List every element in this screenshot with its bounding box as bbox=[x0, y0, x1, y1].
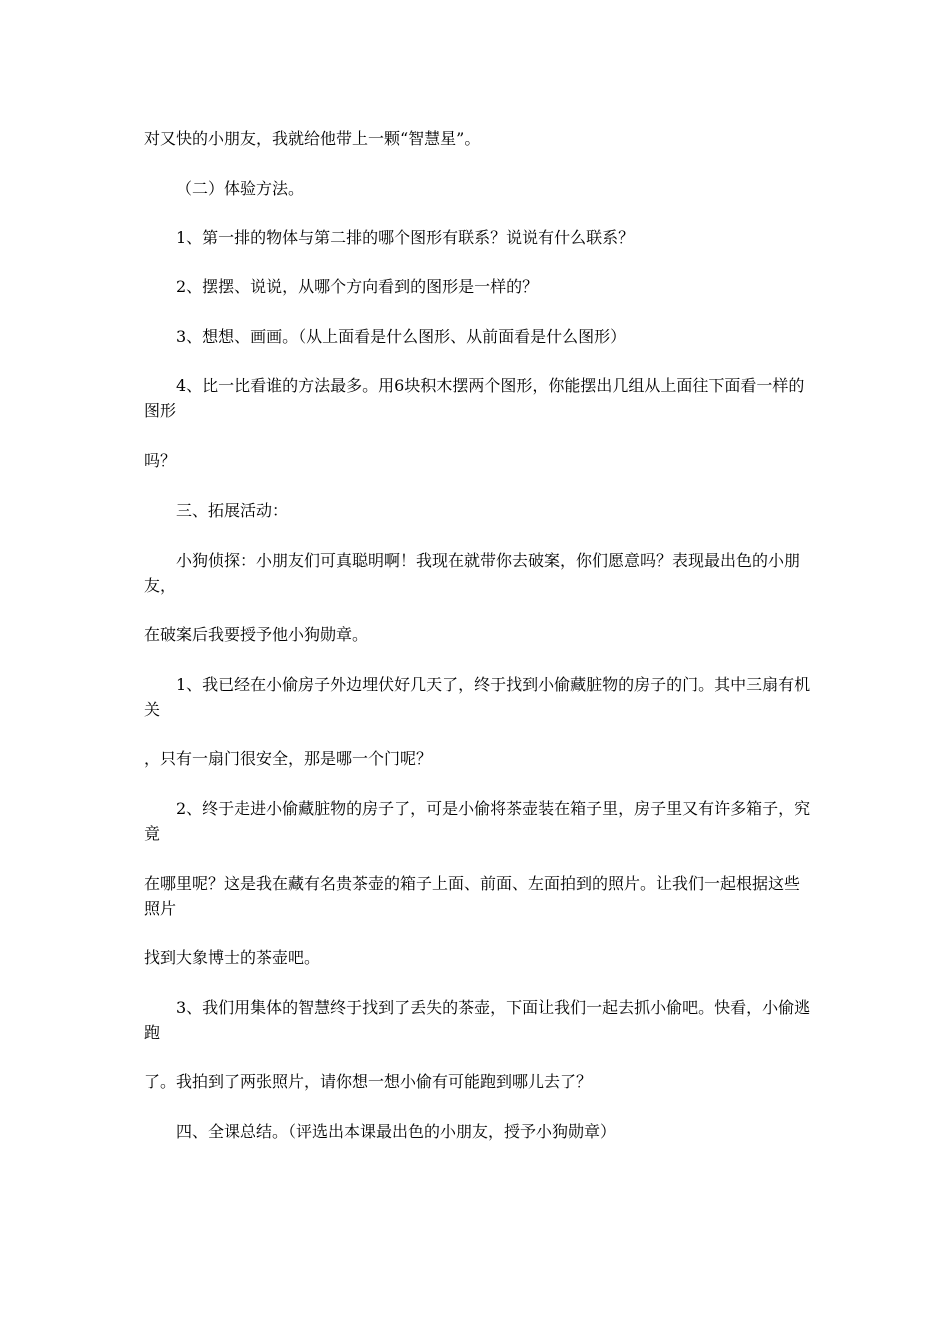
paragraph-13: 2、终于走进小偷藏脏物的房子了，可是小偷将茶壶装在箱子里，房子里又有许多箱子，究竟 bbox=[144, 799, 811, 843]
paragraph-16: 3、我们用集体的智慧终于找到了丢失的茶壶，下面让我们一起去抓小偷吧。快看，小偷逃跑 bbox=[144, 998, 811, 1042]
paragraph-11: 1、我已经在小偷房子外边埋伏好几天了，终于找到小偷藏脏物的房子的门。其中三扇有机关 bbox=[144, 675, 811, 719]
paragraph-3: 1、第一排的物体与第二排的哪个图形有联系？说说有什么联系？ bbox=[176, 228, 635, 247]
paragraph-9: 小狗侦探：小朋友们可真聪明啊！我现在就带你去破案，你们愿意吗？表现最出色的小朋友， bbox=[144, 551, 801, 595]
paragraph-7: 吗？ bbox=[144, 451, 177, 470]
paragraph-15: 找到大象博士的茶壶吧。 bbox=[144, 948, 321, 967]
paragraph-1: 对又快的小朋友，我就给他带上一颗“智慧星”。 bbox=[144, 129, 481, 148]
paragraph-12: ，只有一扇门很安全，那是哪一个门呢？ bbox=[144, 749, 433, 768]
paragraph-5: 3、想想、画画。（从上面看是什么图形、从前面看是什么图形） bbox=[176, 327, 627, 346]
paragraph-6: 4、比一比看谁的方法最多。用6块积木摆两个图形，你能摆出几组从上面往下面看一样的图形 bbox=[144, 376, 805, 420]
paragraph-14: 在哪里呢？这是我在藏有名贵茶壶的箱子上面、前面、左面拍到的照片。让我们一起根据这些照片 bbox=[144, 874, 801, 918]
paragraph-4: 2、摆摆、说说，从哪个方向看到的图形是一样的？ bbox=[176, 277, 539, 296]
paragraph-18: 四、全课总结。（评选出本课最出色的小朋友，授予小狗勋章） bbox=[176, 1122, 617, 1141]
paragraph-10: 在破案后我要授予他小狗勋章。 bbox=[144, 625, 369, 644]
paragraph-17: 了。我拍到了两张照片，请你想一想小偷有可能跑到哪儿去了？ bbox=[144, 1072, 593, 1091]
paragraph-8: 三、拓展活动： bbox=[176, 501, 289, 520]
paragraph-2: （二）体验方法。 bbox=[176, 179, 305, 198]
